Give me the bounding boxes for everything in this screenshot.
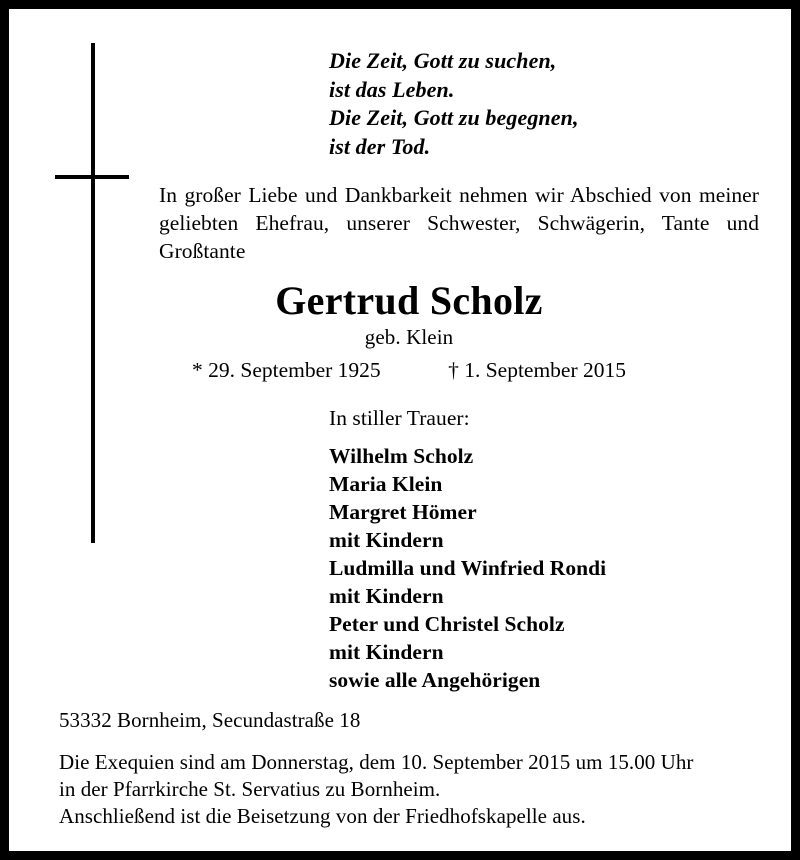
- deceased-name-block: [9, 279, 800, 350]
- mourner-entry: mit Kindern: [329, 640, 444, 664]
- deceased-maiden-name: geb. Klein: [364, 325, 454, 349]
- notice-content: [9, 9, 791, 851]
- epigraph-line: Die Zeit, Gott zu suchen,: [329, 48, 557, 73]
- death-date: † 1. September 2015: [448, 358, 627, 382]
- mourner-entry: mit Kindern: [329, 584, 444, 608]
- epigraph-line: Die Zeit, Gott zu begegnen,: [329, 105, 579, 130]
- mourner-entry: mit Kindern: [329, 528, 444, 552]
- service-info-line: in der Pfarrkirche St. Servatius zu Bornheim.: [59, 777, 441, 801]
- mourner-entry: sowie alle Angehörigen: [329, 668, 541, 692]
- deceased-name: Gertrud Scholz: [275, 278, 543, 323]
- mourner-entry: Maria Klein: [329, 472, 443, 496]
- mourner-entry: Peter und Christel Scholz: [329, 612, 565, 636]
- birth-date: * 29. September 1925: [191, 358, 381, 382]
- mourners-heading: In stiller Trauer:: [329, 406, 470, 430]
- epigraph-line: ist der Tod.: [329, 133, 431, 159]
- service-info-line: Die Exequien sind am Donnerstag, dem 10. September 2015 um 15.00 Uhr: [59, 750, 694, 774]
- intro-paragraph: In großer Liebe und Dankbarkeit nehmen wir Abschied von meiner geliebten Ehefrau, unserer Schwester, Schwägerin, Tante und Großtante: [159, 183, 759, 263]
- mourners-block: [329, 405, 749, 694]
- mourner-entry: Ludmilla und Winfried Rondi: [329, 556, 607, 580]
- epigraph-line: ist das Leben.: [329, 76, 455, 102]
- address-line: 53332 Bornheim, Secundastraße 18: [59, 708, 361, 732]
- mourner-entry: Margret Hömer: [329, 500, 477, 524]
- service-info: [59, 749, 765, 830]
- mourner-entry: Wilhelm Scholz: [329, 444, 474, 468]
- service-info-line: Anschließend ist die Beisetzung von der Friedhofskapelle aus.: [59, 804, 586, 828]
- life-dates: [9, 357, 800, 384]
- cross-horizontal-bar: [55, 175, 129, 179]
- epigraph: [329, 47, 759, 161]
